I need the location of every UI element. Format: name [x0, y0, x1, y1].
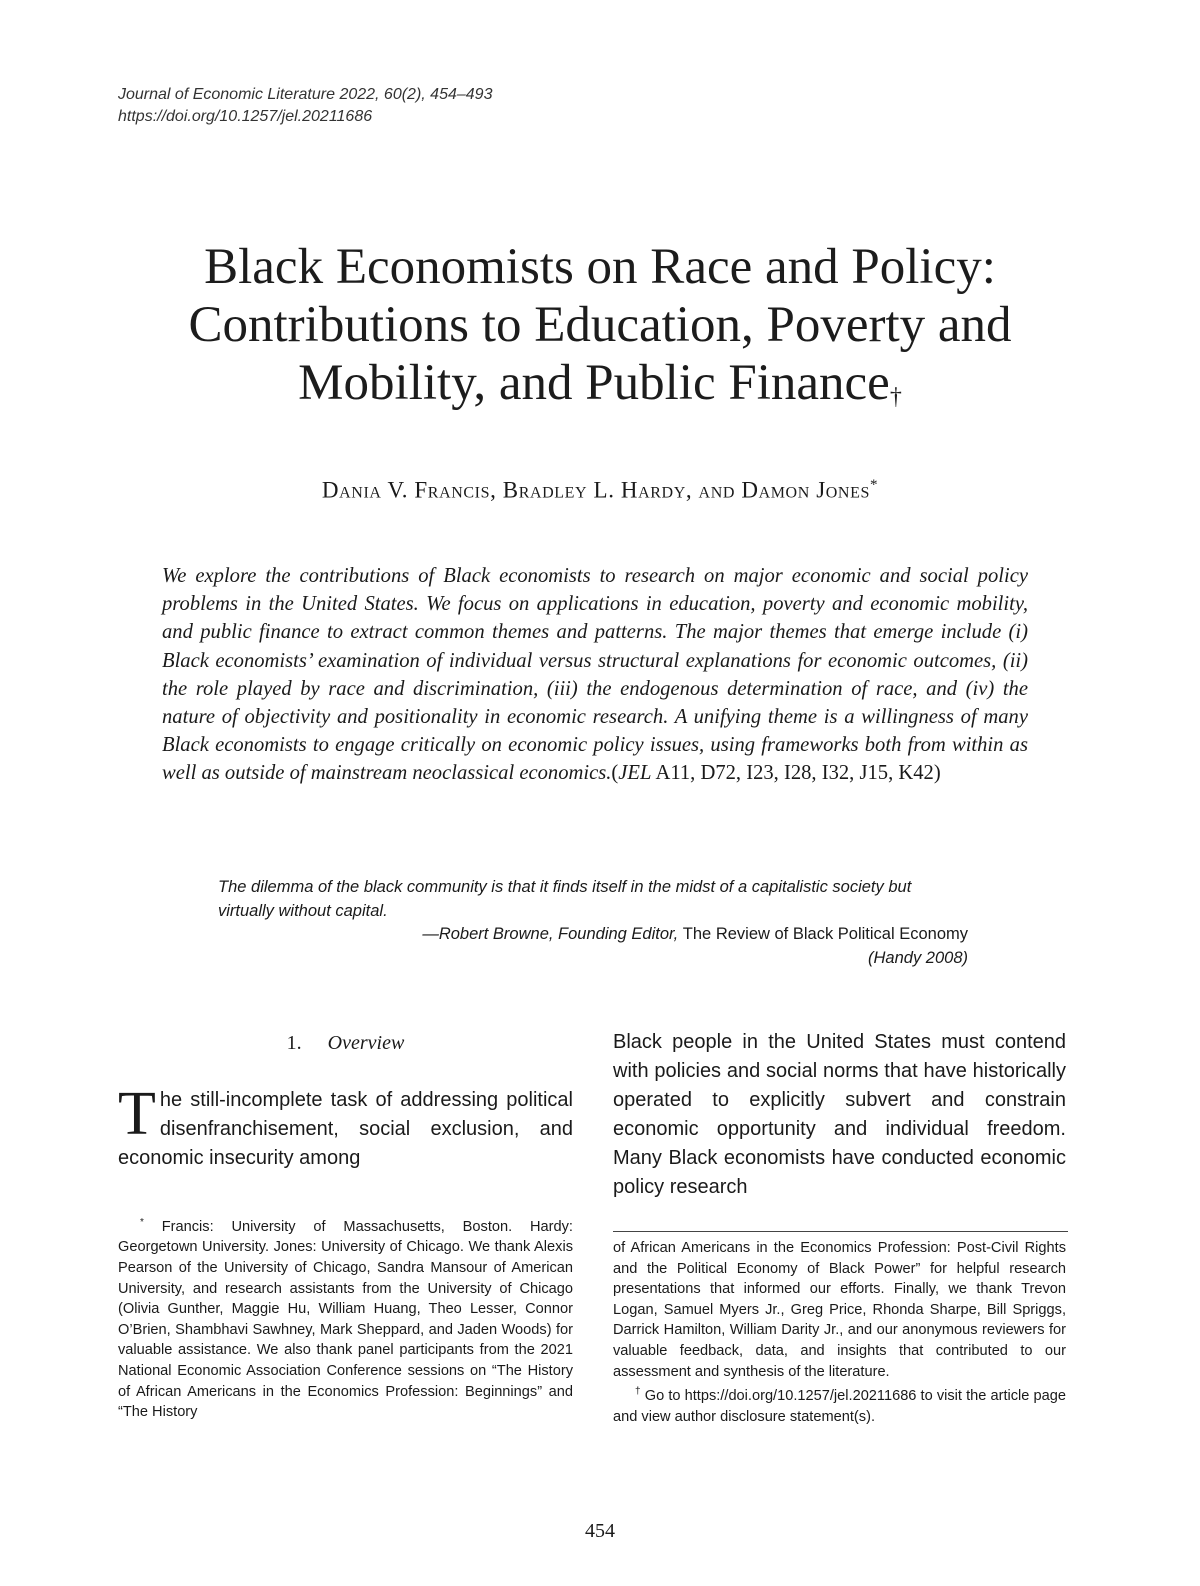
epigraph-citation: (Handy 2008) — [868, 948, 968, 967]
footnote-star-text: Francis: University of Massachusetts, Boston. Hardy: Georgetown University. Jones: University of Chicago. We thank Alexis Pearson of the University of Chicago, Sandra Mansour of American University, and research assistants from the University of Chicago (Olivia Gunther, Maggie Hu, William Huang, Theo Lesser, Connor O’Brien, Shambhavi Sawhney, Mark Sheppard, and Jaden Woods) for valuable assistance. We also thank panel participants from the 2021 National Economic Association Conference sessions on “The History of African Americans in the Economics Profession: Beginnings” and “The History — [118, 1218, 573, 1421]
author-list — [90, 470, 1110, 506]
author-footnote-mark: * — [869, 477, 879, 493]
epigraph-attribution — [218, 923, 968, 947]
author-names: Dania V. Francis, Bradley L. Hardy, and Damon Jones — [321, 477, 870, 503]
article-title — [90, 238, 1110, 412]
jel-code-list: A11, D72, I23, I28, I32, J15, K42) — [651, 762, 941, 785]
epigraph-journal: The Review of Black Political Economy — [682, 925, 968, 944]
epigraph-quote: The dilemma of the black community is that it finds itself in the midst of a capitalistic society but virtually without capital. — [218, 878, 912, 920]
journal-citation: Journal of Economic Literature 2022, 60(2), 454–493 — [118, 86, 493, 103]
footnote-divider — [613, 1231, 1068, 1232]
section-number: 1. — [286, 1032, 302, 1054]
epigraph — [218, 876, 968, 970]
drop-cap: T — [118, 1080, 156, 1148]
jel-label: JEL — [618, 762, 652, 785]
body-left-text: he still-incomplete task of addressing political disenfranchisement, social exclusion, and economic insecurity among — [118, 1089, 573, 1169]
section-title: Overview — [327, 1032, 405, 1054]
section-heading — [118, 1030, 573, 1056]
jel-open-paren: ( — [611, 762, 619, 785]
abstract — [162, 562, 1028, 788]
epigraph-author: —Robert Browne, Founding Editor, — [422, 925, 683, 944]
page-number: 454 — [585, 1520, 615, 1542]
title-line-3-text: Mobility, and Public Finance — [298, 355, 890, 411]
footnote-continued-text: of African Americans in the Economics Profession: Post-Civil Rights and the Political Economy of Black Power” for helpful research presentations that informed our efforts. Finally, we thank Trevon Logan, Samuel Myers Jr., Greg Price, Rhonda Sharpe, Bill Spriggs, Darrick Hamilton, William Darity Jr., and our anonymous reviewers for valuable feedback, data, and insights that contributed to our assessment and synthesis of the literature. — [613, 1240, 1066, 1380]
jel-codes — [611, 762, 940, 784]
running-header — [118, 84, 492, 128]
footnote-star-mark: * — [140, 1217, 144, 1228]
title-dagger-mark: † — [889, 384, 902, 410]
footnote-dagger-text: Go to https://doi.org/10.1257/jel.20211686 to visit the article page and view author disclosure statement(s). — [613, 1388, 1067, 1425]
footnote-dagger-mark: † — [635, 1386, 641, 1398]
abstract-text: We explore the contributions of Black economists to research on major economic and social policy problems in the United States. We focus on applications in education, poverty and economic mobility, and public finance to extract common themes and patterns. The major themes that emerge include (i) Black economists’ examination of individual versus structural explanations for economic outcomes, (ii) the role played by race and discrimination, (iii) the endogenous determination of race, and (iv) the nature of objectivity and positionality in economic research. A unifying theme is a willingness of many Black economists to engage critically on economic policy issues, using frameworks both from within as well as outside of mainstream neoclassical economics. — [162, 565, 1028, 785]
title-line-3 — [90, 354, 1110, 412]
title-line-1: Black Economists on Race and Policy: — [204, 239, 996, 295]
footnote-continued — [613, 1238, 1066, 1427]
body-right-text: Black people in the United States must contend with policies and social norms that have historically operated to explicitly subvert and constrain economic opportunity and individual freedom. Many Black economists have conducted economic policy research — [613, 1031, 1066, 1198]
body-column-right — [613, 1028, 1066, 1202]
doi-link[interactable]: https://doi.org/10.1257/jel.20211686 — [118, 108, 373, 125]
footnote-author-affiliations — [118, 1213, 573, 1423]
body-column-left — [118, 1080, 573, 1173]
footnote-dagger — [613, 1382, 1066, 1427]
title-line-2: Contributions to Education, Poverty and — [188, 297, 1012, 353]
